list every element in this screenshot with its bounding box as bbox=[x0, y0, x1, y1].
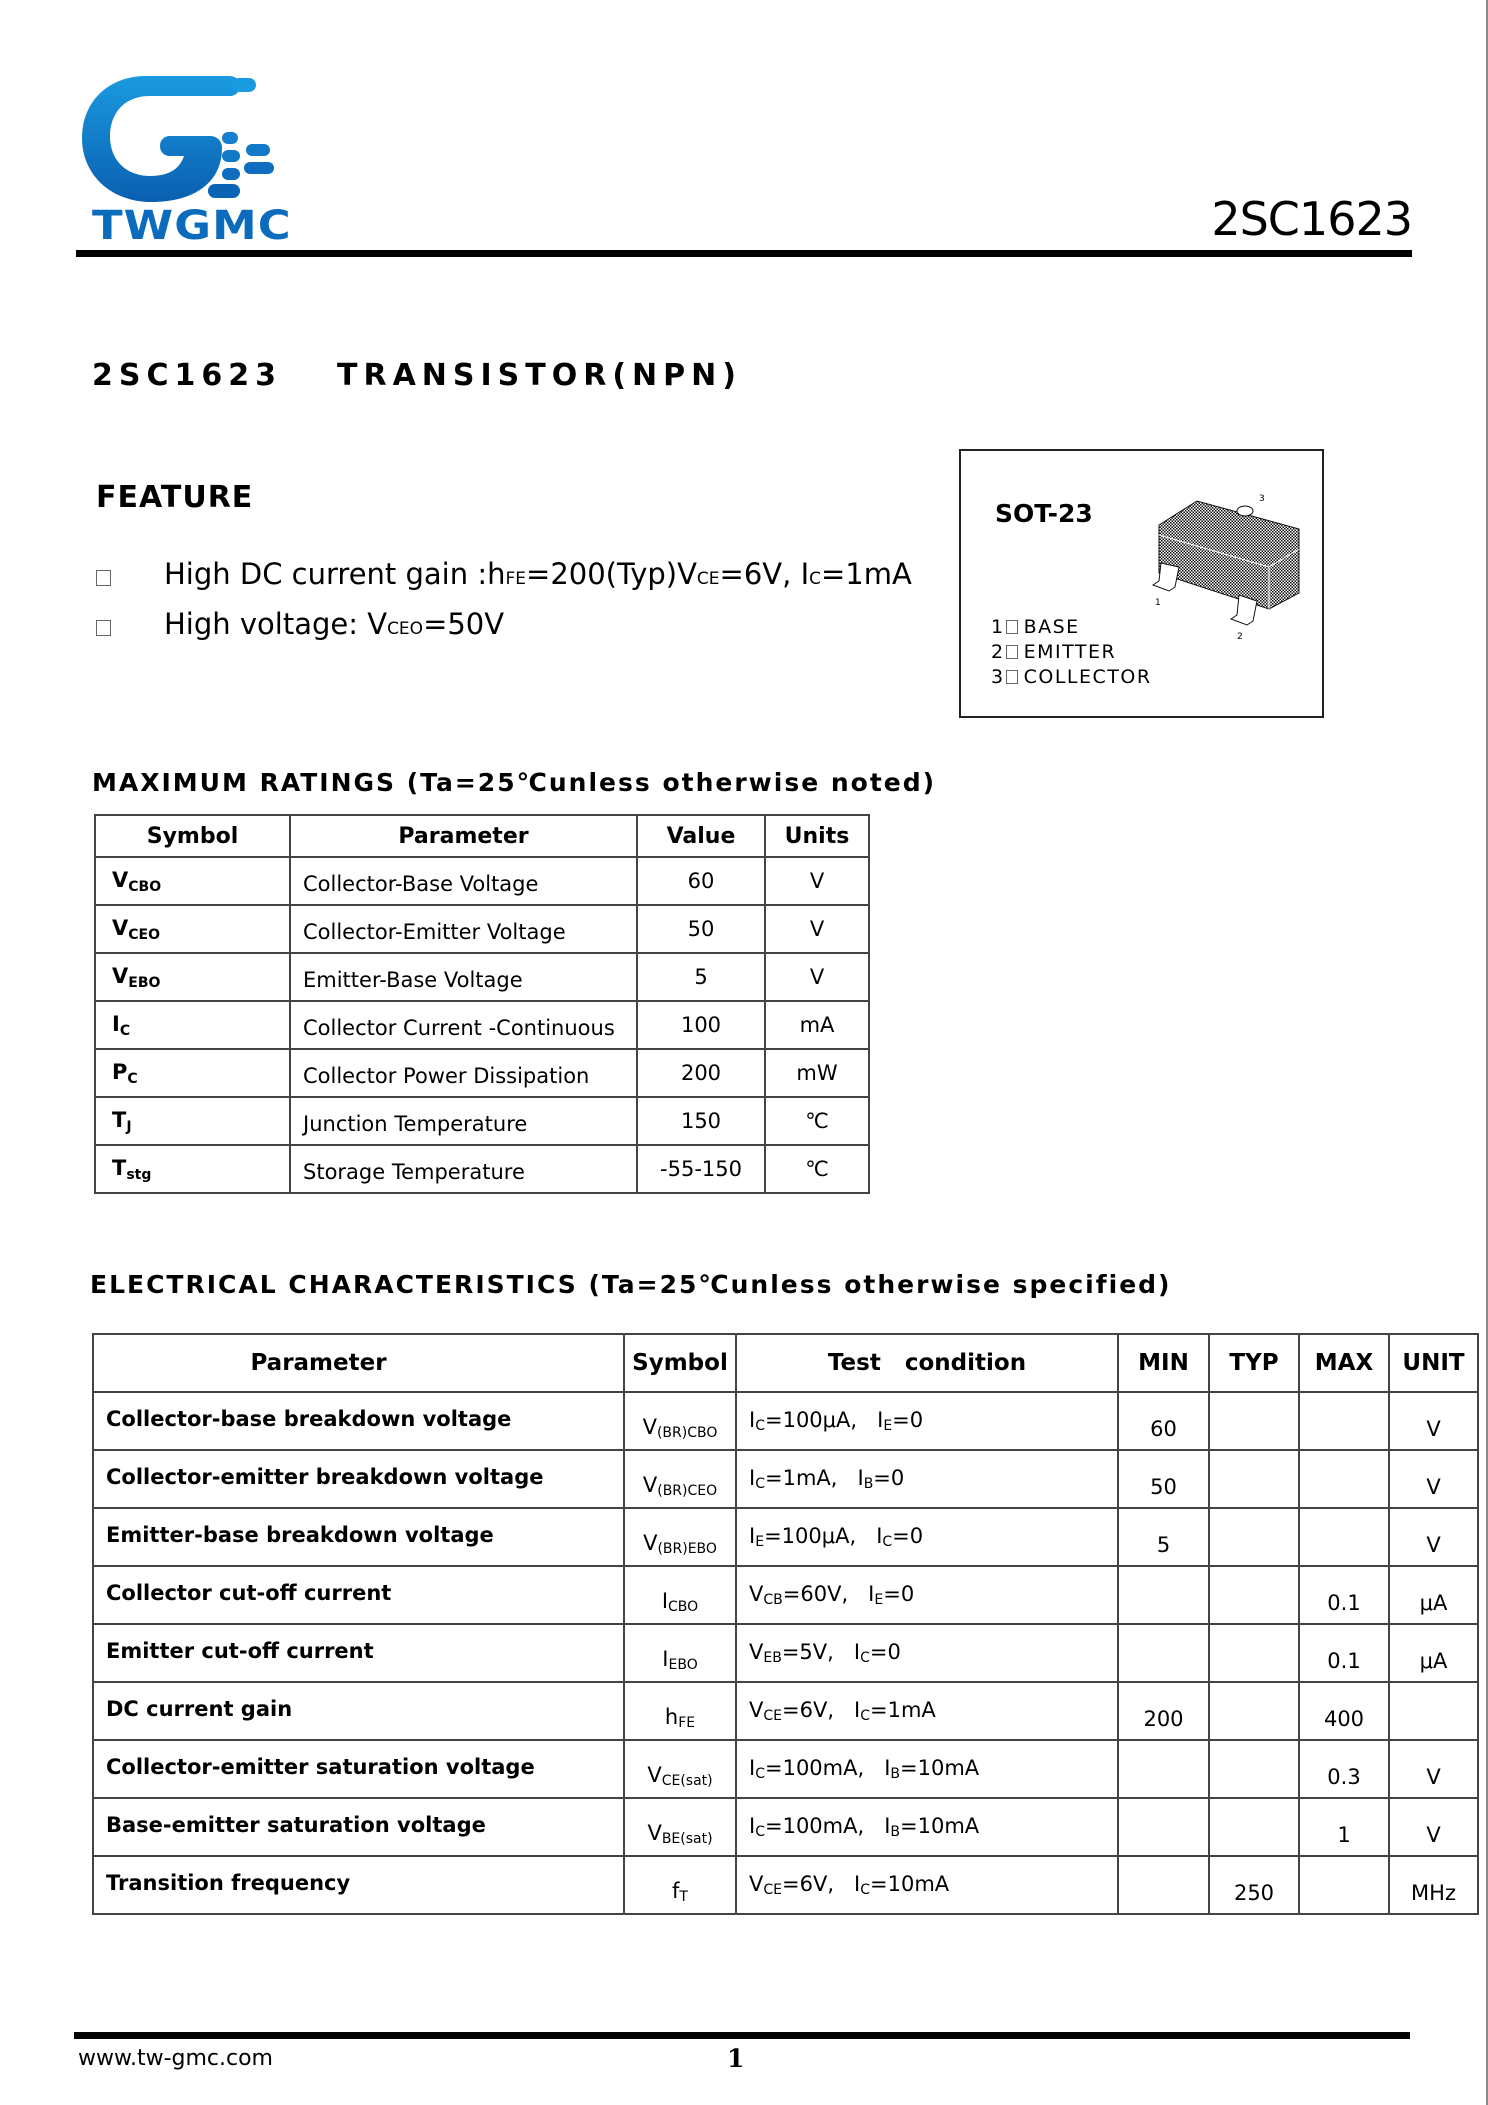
pin-item: 2 EMITTER bbox=[991, 641, 1117, 663]
electrical-characteristics-heading: ELECTRICAL CHARACTERISTICS (Ta=25℃unless otherwise specified) bbox=[90, 1270, 1172, 1299]
feature-text: =6V, I bbox=[719, 557, 810, 591]
table-row: $V_{CEO}$ Collector-Emitter Voltage 50 V bbox=[95, 905, 869, 953]
table-row: Collector-emitter breakdown voltage $V_{(BR)CEO}$ $I_C=1mA$, $I_B=0$ 50 V bbox=[93, 1450, 1478, 1508]
header-part-number: 2SC1623 bbox=[1211, 192, 1412, 246]
bullet-box-icon bbox=[96, 570, 111, 586]
feature-item bbox=[96, 557, 912, 591]
column-header: Parameter bbox=[93, 1334, 624, 1392]
column-header: Units bbox=[765, 815, 869, 857]
table-row: $P_C$ Collector Power Dissipation 200 mW bbox=[95, 1049, 869, 1097]
column-header: Value bbox=[637, 815, 765, 857]
logo-text: TWGMC bbox=[92, 203, 292, 249]
package-box bbox=[959, 449, 1324, 718]
subscript: FE bbox=[505, 569, 527, 589]
column-header: UNIT bbox=[1389, 1334, 1478, 1392]
bullet-box-icon bbox=[96, 620, 111, 636]
column-header: Parameter bbox=[290, 815, 637, 857]
feature-text: =50V bbox=[423, 607, 505, 641]
document-part-title: 2SC1623 bbox=[92, 358, 282, 393]
header-divider bbox=[76, 250, 1412, 257]
table-row: Transition frequency $f_T$ $V_{CE}=6V$, $I_C=10mA$ 250 MHz bbox=[93, 1856, 1478, 1914]
table-row: $I_C$ Collector Current -Continuous 100 mA bbox=[95, 1001, 869, 1049]
svg-text:2: 2 bbox=[1237, 632, 1243, 642]
svg-text:3: 3 bbox=[1259, 494, 1265, 504]
document-type-title: TRANSISTOR(NPN) bbox=[337, 358, 742, 393]
pin-item: 1 BASE bbox=[991, 616, 1080, 638]
feature-text: High DC current gain :h bbox=[164, 557, 506, 591]
feature-item bbox=[96, 607, 505, 641]
feature-heading: FEATURE bbox=[96, 480, 254, 515]
subscript: CE bbox=[696, 569, 720, 589]
table-header-row bbox=[93, 1334, 1478, 1392]
table-row: $T_{stg}$ Storage Temperature -55-150 ℃ bbox=[95, 1145, 869, 1193]
table-row: $T_J$ Junction Temperature 150 ℃ bbox=[95, 1097, 869, 1145]
table-row: Collector-emitter saturation voltage $V_{CE(sat)}$ $I_C=100mA$, $I_B=10mA$ 0.3 V bbox=[93, 1740, 1478, 1798]
electrical-characteristics-table bbox=[92, 1333, 1479, 1915]
column-header: MAX bbox=[1299, 1334, 1389, 1392]
max-ratings-table bbox=[94, 814, 870, 1194]
package-name: SOT-23 bbox=[995, 499, 1093, 528]
table-row: DC current gain $h_{FE}$ $V_{CE}=6V$, $I_C=1mA$ 200 400 bbox=[93, 1682, 1478, 1740]
max-ratings-heading: MAXIMUM RATINGS (Ta=25℃unless otherwise noted) bbox=[92, 768, 937, 797]
feature-text: =1mA bbox=[821, 557, 912, 591]
subscript: CEO bbox=[387, 619, 424, 639]
footer-divider bbox=[74, 2032, 1410, 2039]
box-glyph-icon bbox=[1006, 620, 1018, 634]
table-row: Emitter-base breakdown voltage $V_{(BR)EBO}$ $I_E=100\mu A$, $I_C=0$ 5 V bbox=[93, 1508, 1478, 1566]
subscript: C bbox=[809, 569, 821, 589]
column-header: TYP bbox=[1209, 1334, 1299, 1392]
sot23-package-drawing-icon bbox=[1119, 483, 1319, 642]
pin-item: 3 COLLECTOR bbox=[991, 666, 1152, 688]
svg-text:1: 1 bbox=[1155, 598, 1161, 608]
box-glyph-icon bbox=[1006, 670, 1018, 684]
table-header-row bbox=[95, 815, 869, 857]
pin-list bbox=[991, 615, 1152, 690]
table-row: $V_{CBO}$ Collector-Base Voltage 60 V bbox=[95, 857, 869, 905]
table-row: Collector-base breakdown voltage $V_{(BR)CBO}$ $I_C=100\mu A$, $I_E=0$ 60 V bbox=[93, 1392, 1478, 1450]
column-header: Test condition bbox=[736, 1334, 1118, 1392]
table-row: Base-emitter saturation voltage $V_{BE(sat)}$ $I_C=100mA$, $I_B=10mA$ 1 V bbox=[93, 1798, 1478, 1856]
footer-website-link[interactable]: www.tw-gmc.com bbox=[78, 2046, 273, 2071]
column-header: Symbol bbox=[95, 815, 290, 857]
feature-text: =200(Typ)V bbox=[526, 557, 697, 591]
table-row: Collector cut-off current $I_{CBO}$ $V_{CB}=60V$, $I_E=0$ 0.1 μA bbox=[93, 1566, 1478, 1624]
page-number: 1 bbox=[727, 2044, 745, 2073]
box-glyph-icon bbox=[1006, 645, 1018, 659]
column-header: MIN bbox=[1118, 1334, 1209, 1392]
column-header: Symbol bbox=[624, 1334, 736, 1392]
feature-text: High voltage: V bbox=[164, 607, 388, 641]
table-row: $V_{EBO}$ Emitter-Base Voltage 5 V bbox=[95, 953, 869, 1001]
table-row: Emitter cut-off current $I_{EBO}$ $V_{EB}=5V$, $I_C=0$ 0.1 μA bbox=[93, 1624, 1478, 1682]
